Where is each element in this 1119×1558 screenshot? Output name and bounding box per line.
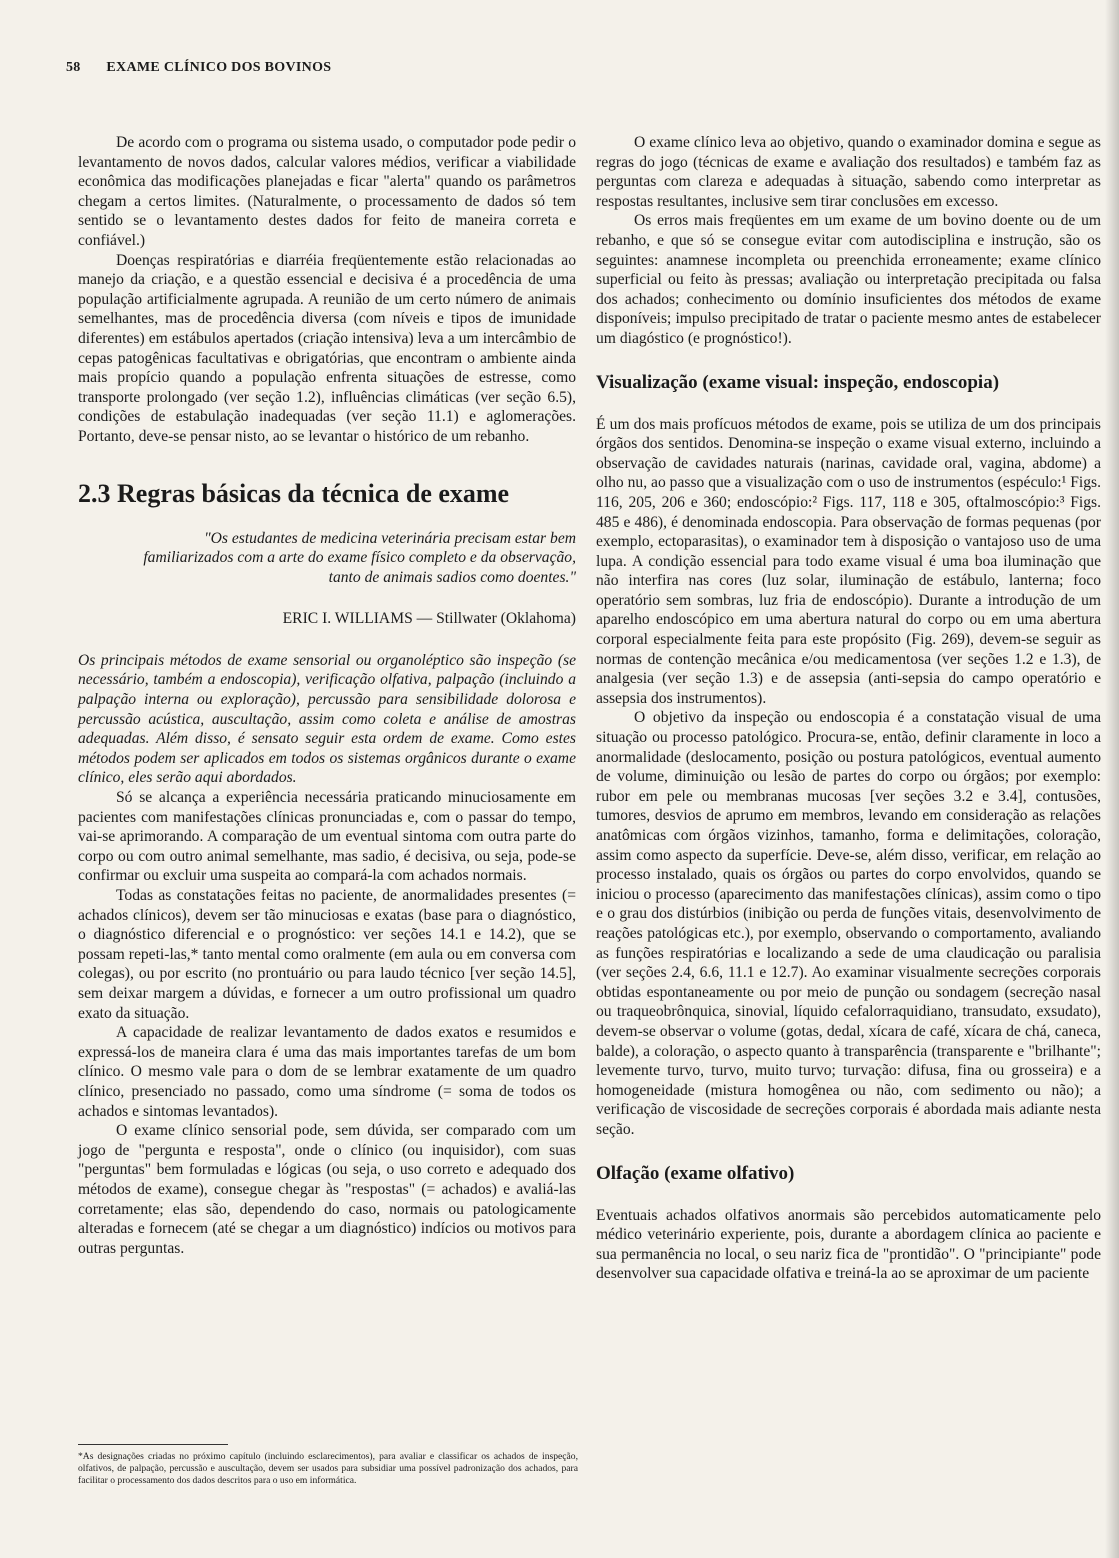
paragraph: O exame clínico leva ao objetivo, quando o examinador domina e segue as regras do jogo (técnicas de exame e avaliação dos resultados) e também faz as perguntas com clareza e adequadas à situação, sabendo como interpretar as respostas resultantes, inclusive sem tirar conclusões em excesso.	[596, 134, 1101, 210]
section-heading: 2.3 Regras básicas da técnica de exame	[78, 478, 510, 508]
right-column	[596, 133, 1101, 1284]
paragraph: Todas as constatações feitas no paciente, de anormalidades presentes (= achados clínicos), devem ser tão minuciosas e exatas (base para o diagnóstico, o diagnóstico diferencial e o prognóstico: ver seções 14.1 e 14.2), que se possam repeti-las,* tanto mental como oralmente (em aula ou em conversa com colegas), ou por escrito (no prontuário ou para laudo técnico [ver seção 14.5], sem deixar margem a dúvidas, e fornecer a um outro profissional um quadro exato da situação.	[78, 887, 576, 1022]
paragraph: Doenças respiratórias e diarréia freqüentemente estão relacionadas ao manejo da criação, e a questão essencial e decisiva é a procedência de uma população artificialmente agrupada. A reunião de um certo número de animais semelhantes, mas de procedência diversa (com níveis e tipos de imunidade diferentes) em estábulos apertados (criação intensiva) leva a um intercâmbio de cepas patogênicas facultativas e obrigatórias, que encontram o ambiente ainda mais propício quando a população enfrenta situações de estresse, como transporte prolongado (ver seção 1.2), influências climáticas (ver seção 6.5), condições de estabulação inadequadas (ver seção 11.1) e aglomerações. Portanto, deve-se pensar nisto, ao se levantar o histórico de um rebanho.	[78, 251, 576, 445]
subsection-heading: Visualização (exame visual: inspeção, endoscopia)	[596, 371, 1000, 393]
footnote-divider	[78, 1444, 228, 1445]
subsection-heading: Olfação (exame olfativo)	[596, 1162, 795, 1184]
running-header	[66, 60, 331, 76]
paragraph: Só se alcança a experiência necessária praticando minuciosamente em pacientes com manifestações clínicas pronunciadas e, com o passar do tempo, vai-se aprimorando. A comparação de um eventual sintoma com outra parte do corpo ou com outro animal semelhante, mas sadio, é decisiva, ou seja, pode-se confirmar ou excluir uma suspeita ao compará-la com achados normais.	[78, 789, 576, 885]
paragraph: A capacidade de realizar levantamento de dados exatos e resumidos e expressá-los de maneira clara é uma das mais importantes tarefas de um bom clínico. O mesmo vale para o dom de se lembrar exatamente de um quadro clínico, presenciado no passado, como uma síndrome (= soma de todos os achados e sintomas levantados).	[78, 1024, 576, 1120]
epigraph-author: ERIC I. WILLIAMS — Stillwater (Oklahoma)	[282, 610, 576, 628]
left-column	[78, 133, 576, 1258]
paragraph: Os erros mais freqüentes em um exame de um bovino doente ou de um rebanho, e que só se consegue evitar com autodisciplina e instrução, são os seguintes: anamnese incompleta ou preenchida erroneamente; exame clínico superficial ou feito às pressas; avaliação ou interpretação precipitada ou falsa dos achados; conhecimento ou domínio insuficientes dos métodos de exame disponíveis; impulso precipitado de tratar o paciente mesmo antes de estabelecer um diagóstico (e prognóstico!).	[596, 212, 1101, 347]
footnote: *As designações criadas no próximo capítulo (incluindo esclarecimentos), para avaliar e classificar os achados de inspeção, olfativos, de palpação, percussão e auscultação, devem ser usados para subsidiar uma possível padronização dos achados, para facilitar o processamento dos dados descritos para o uso em informática.	[78, 1451, 578, 1487]
paragraph: De acordo com o programa ou sistema usado, o computador pode pedir o levantamento de novos dados, calcular valores médios, verificar a viabilidade econômica das modificações planejadas e ficar "alerta" quando os parâmetros chegam a certos limites. (Naturalmente, o processamento de dados só tem sentido se o levantamento destes dados for feito de maneira correta e confiável.)	[78, 134, 576, 249]
paragraph: É um dos mais profícuos métodos de exame, pois se utiliza de um dos principais órgãos dos sentidos. Denomina-se inspeção o exame visual externo, incluindo a observação de cavidades naturais (narinas, cavidade oral, vagina, abdome) a olho nu, ao passo que a visualização com o uso de instrumentos (espéculo:¹ Figs. 116, 205, 206 e 360; endoscópio:² Figs. 117, 118 e 305, oftalmoscópio:³ Figs. 485 e 486), é denominada endoscopia. Para observação de formas pequenas (por exemplo, ectoparasitas), o examinador tem à disposição o vantajoso uso de uma lupa. A condição essencial para todo exame visual é uma boa iluminação que não interfira nas cores (luz solar, iluminação de estábulo, lanterna; foco operatório sem sombras, luz fria de endoscópio). Durante a introdução de um aparelho endoscópico em uma abertura natural do corpo ou em uma abertura corporal especialmente feita para este propósito (Fig. 269), devem-se seguir as normas de contenção mecânica e/ou medicamentosa (ver seções 1.2 e 1.3), de analgesia (ver seção 1.3) e de assepsia (anti-sepsia do campo operatório e assepsia dos instrumentos).	[596, 415, 1101, 707]
paragraph: O objetivo da inspeção ou endoscopia é a constatação visual de uma situação ou processo patológico. Procura-se, então, definir claramente in loco a anormalidade (deslocamento, posição ou postura patológicos, eventual aumento de volume, diminuição ou lesão de partes do corpo ou órgãos; por exemplo: rubor em pele ou membranas mucosas [ver seções 3.2 e 3.4], contusões, tumores, desvios de aprumo em membros, levando em consideração as relações anatômicas com órgãos vizinhos, tamanho, forma e delimitações, coloração, assim como aspecto da superfície. Deve-se, além disso, verificar, em relação ao processo instalado, quais os órgãos ou partes do corpo envolvidos, quando se iniciou o processo (aparecimento das manifestações clínicas), assim como o tipo e o grau dos distúrbios (inibição ou perda de funções vitais, desenvolvimento de reações patológicas etc.), por exemplo, observando o comportamento, avaliando as funções respiratórias e localizando a sede de uma claudicação ou paralisia (ver seções 2.4, 6.6, 11.1 e 12.7). Ao examinar visualmente secreções corporais obtidas espontaneamente ou por meio de punção ou sondagem (secreção nasal ou traqueobrônquica, sinovial, líquido cefalorraquidiano, transudato, exsudato), devem-se observar o volume (gotas, dedal, xícara de café, xícara de chá, caneca, balde), a coloração, o aspecto quanto à transparência (transparente e "brilhante"; levemente turvo, turvo, muito turvo; turvação: difusa, fina ou grosseira) e a homogeneidade (mistura homogênea ou não, com sedimento ou não); a verificação de viscosidade de secreções corporais é abordada mais adiante nesta seção.	[596, 709, 1101, 1138]
page-edge-shadow	[1105, 0, 1119, 1558]
paragraph: Eventuais achados olfativos anormais são percebidos automaticamente pelo médico veterinário experiente, pois, durante a abordagem clínica ao paciente e sua permanência no local, o seu nariz fica de "prontidão". O "principiante" pode desenvolver sua capacidade olfativa e treiná-la ao se aproximar de um paciente	[596, 1206, 1101, 1283]
running-title: EXAME CLÍNICO DOS BOVINOS	[106, 60, 332, 75]
paragraph: Os principais métodos de exame sensorial ou organoléptico são inspeção (se necessário, também a endoscopia), verificação olfativa, palpação (incluindo a palpação interna ou exploração), percussão para sensibilidade dolorosa e percussão acústica, auscultação, assim como coleta e análise de amostras adequadas. Além disso, é sensato seguir esta ordem de exame. Como estes métodos podem ser aplicados em todos os sistemas orgânicos durante o exame clínico, eles serão aqui abordados.	[78, 651, 576, 787]
epigraph-quote: "Os estudantes de medicina veterinária precisam estar bem familiarizados com a arte do exame físico completo e da observação, tanto de animais sadios como doentes."	[143, 529, 576, 586]
paragraph: O exame clínico sensorial pode, sem dúvida, ser comparado com um jogo de "pergunta e resposta", onde o clínico (ou inquisidor), com suas "perguntas" bem formuladas e lógicas (ou seja, o uso correto e adequado dos métodos de exame), consegue chegar às "respostas" (= achados) e avaliá-las corretamente; elas são, dependendo do caso, normais ou patologicamente alteradas e fornecem (até se chegar a um diagnóstico) indícios ou motivos para outras perguntas.	[78, 1122, 576, 1257]
page-number: 58	[66, 60, 81, 75]
